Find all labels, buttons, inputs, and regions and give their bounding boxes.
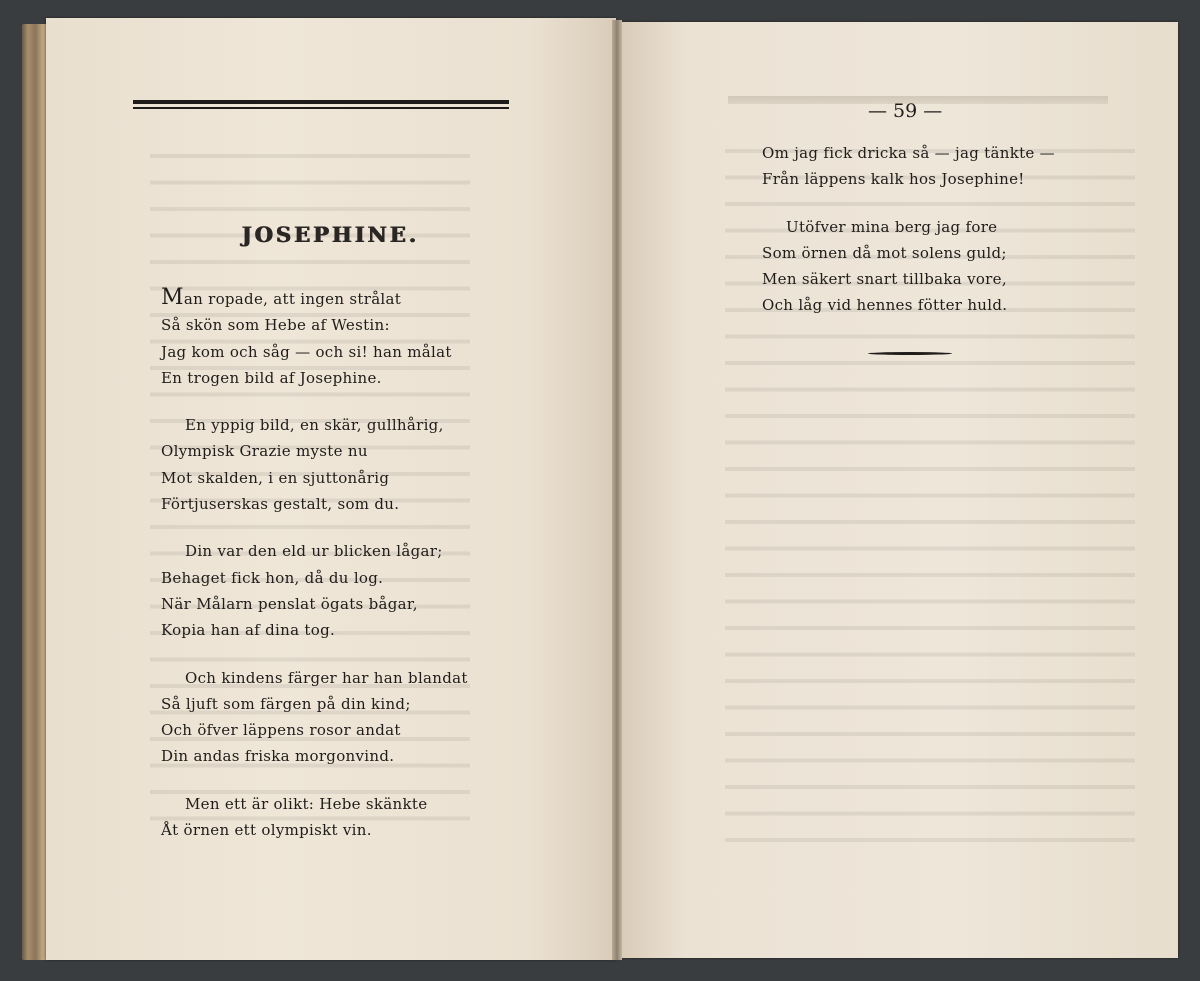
drop-cap: M [161, 285, 184, 310]
right-poem [762, 140, 1055, 319]
poem-title: JOSEPHINE. [241, 222, 419, 247]
poem-line: Din andas friska morgonvind. [161, 747, 395, 766]
closing-ornament-rule [868, 352, 952, 355]
poem-line: Men ett är olikt: Hebe skänkte [185, 794, 428, 813]
poem-line: Utöfver mina berg jag fore [786, 217, 998, 236]
poem-line: Så skön som Hebe af Westin: [161, 316, 390, 335]
poem-line: Åt örnen ett olympiskt vin. [161, 821, 372, 840]
poem-line: Olympisk Grazie myste nu [161, 442, 368, 461]
poem-line: Och öfver läppens rosor andat [161, 721, 401, 740]
poem-line: Från läppens kalk hos Josephine! [762, 170, 1025, 189]
poem-line: När Målarn penslat ögats bågar, [161, 594, 418, 613]
book-gutter [612, 20, 622, 960]
poem-line: Man ropade, att ingen strålat [161, 285, 402, 310]
poem-line: Mot skalden, i en sjuttonårig [161, 468, 390, 487]
poem-line: Och låg vid hennes fötter huld. [762, 296, 1008, 315]
page-number: — 59 — [868, 100, 943, 122]
poem-line: En trogen bild af Josephine. [161, 368, 382, 387]
poem-line: Kopia han af dina tog. [161, 621, 336, 640]
poem-line: Och kindens färger har han blandat [185, 668, 468, 687]
left-poem [161, 286, 468, 843]
poem-line: Men säkert snart tillbaka vore, [762, 270, 1007, 289]
poem-line: Som örnen då mot solens guld; [762, 243, 1007, 262]
poem-line: Så ljuft som färgen på din kind; [161, 694, 411, 713]
poem-line: Jag kom och såg — och si! han målat [161, 342, 452, 361]
header-double-rule [133, 100, 509, 109]
poem-line: Behaget fick hon, då du log. [161, 568, 384, 587]
poem-line: Om jag fick dricka så — jag tänkte — [762, 144, 1055, 162]
poem-line: Din var den eld ur blicken lågar; [185, 542, 443, 561]
poem-line: Förtjuserskas gestalt, som du. [161, 495, 400, 514]
poem-line: En yppig bild, en skär, gullhårig, [185, 416, 444, 435]
